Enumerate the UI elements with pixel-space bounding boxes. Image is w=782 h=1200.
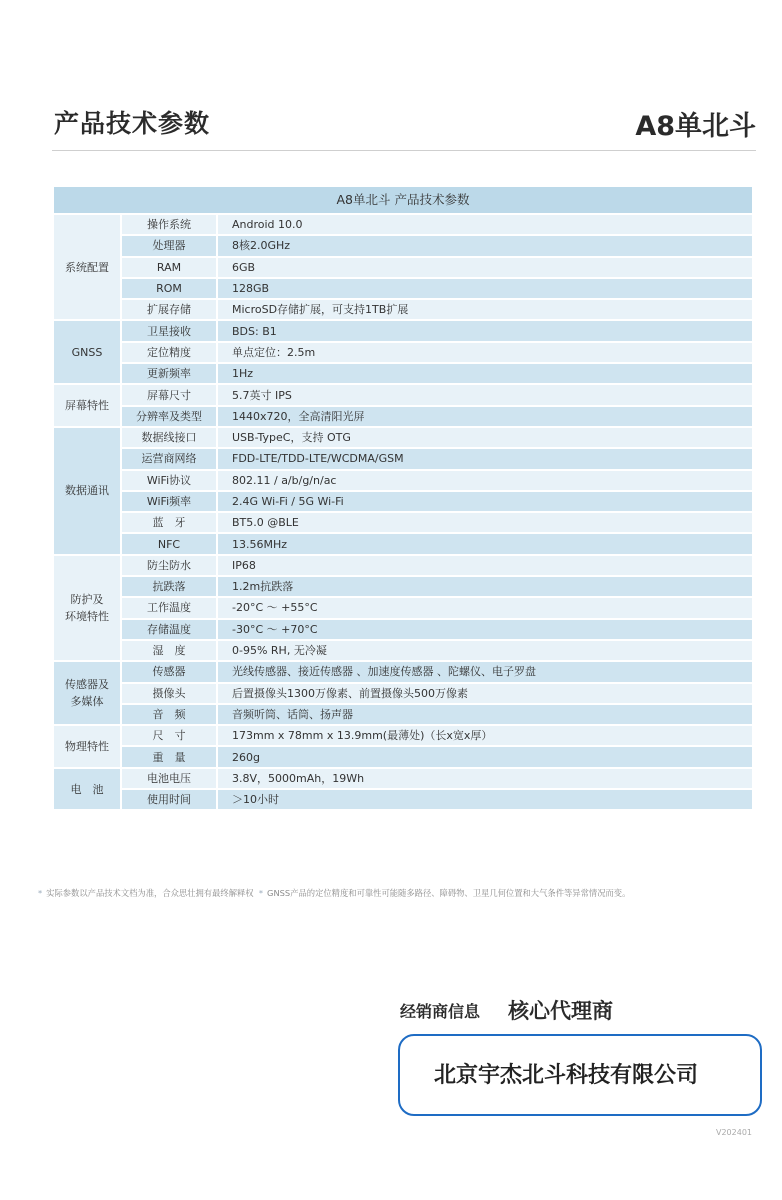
footnote xyxy=(38,887,778,899)
spec-label: 更新频率 xyxy=(121,363,217,384)
table-caption: A8单北斗 产品技术参数 xyxy=(53,186,753,214)
spec-label: 分辨率及类型 xyxy=(121,406,217,427)
spec-value: ＞10小时 xyxy=(217,789,753,810)
spec-label: 防尘防水 xyxy=(121,555,217,576)
spec-label: 传感器 xyxy=(121,661,217,682)
table-row xyxy=(53,342,753,363)
spec-label: 处理器 xyxy=(121,235,217,256)
table-row xyxy=(53,491,753,512)
dealer-title: 核心代理商 xyxy=(508,999,613,1023)
spec-value: 3.8V，5000mAh，19Wh xyxy=(217,768,753,789)
table-row xyxy=(53,576,753,597)
table-row xyxy=(53,384,753,405)
spec-label: 蓝 牙 xyxy=(121,512,217,533)
spec-label: 卫星接收 xyxy=(121,320,217,341)
spec-label: 湿 度 xyxy=(121,640,217,661)
spec-value: Android 10.0 xyxy=(217,214,753,235)
table-row xyxy=(53,555,753,576)
spec-table xyxy=(52,185,754,811)
table-row xyxy=(53,619,753,640)
table-row xyxy=(53,640,753,661)
spec-value: 173mm x 78mm x 13.9mm(最薄处)（长x宽x厚） xyxy=(217,725,753,746)
table-row xyxy=(53,320,753,341)
table-row xyxy=(53,661,753,682)
version-code: V202401 xyxy=(715,1128,752,1137)
spec-value: 8核2.0GHz xyxy=(217,235,753,256)
spec-label: 尺 寸 xyxy=(121,725,217,746)
spec-value: 1440x720，全高清阳光屏 xyxy=(217,406,753,427)
spec-label: 使用时间 xyxy=(121,789,217,810)
table-row xyxy=(53,257,753,278)
group-name: 防护及 环境特性 xyxy=(53,555,121,661)
spec-value: -30°C ～ +70°C xyxy=(217,619,753,640)
table-row xyxy=(53,683,753,704)
table-row xyxy=(53,725,753,746)
group-name: 传感器及 多媒体 xyxy=(53,661,121,725)
spec-label: 音 频 xyxy=(121,704,217,725)
dealer-label: 经销商信息 xyxy=(400,1002,481,1021)
table-row xyxy=(53,299,753,320)
spec-table-body xyxy=(53,214,753,810)
table-row xyxy=(53,512,753,533)
spec-label: 抗跌落 xyxy=(121,576,217,597)
table-row xyxy=(53,789,753,810)
spec-label: 运营商网络 xyxy=(121,448,217,469)
spec-label: 数据线接口 xyxy=(121,427,217,448)
spec-value: 13.56MHz xyxy=(217,533,753,554)
footnote-bullet: * xyxy=(38,888,43,898)
footnote-text-1: 实际参数以产品技术文档为准，合众思壮拥有最终解释权 xyxy=(46,888,254,898)
table-row xyxy=(53,533,753,554)
title-divider xyxy=(52,150,756,151)
spec-label: ROM xyxy=(121,278,217,299)
table-row xyxy=(53,214,753,235)
spec-value: 光线传感器、接近传感器 、加速度传感器 、陀螺仪、电子罗盘 xyxy=(217,661,753,682)
table-row xyxy=(53,235,753,256)
footnote-text-2: GNSS产品的定位精度和可靠性可能随多路径、障碍物、卫星几何位置和大气条件等异常情况而变。 xyxy=(267,888,631,898)
group-name: GNSS xyxy=(53,320,121,384)
page-title: 产品技术参数 xyxy=(54,109,211,138)
spec-value: 1.2m抗跌落 xyxy=(217,576,753,597)
spec-value: BT5.0 @BLE xyxy=(217,512,753,533)
footnote-bullet: * xyxy=(258,888,264,898)
spec-value: 128GB xyxy=(217,278,753,299)
spec-value: 802.11 / a/b/g/n/ac xyxy=(217,470,753,491)
group-name: 电 池 xyxy=(53,768,121,811)
spec-label: 扩展存储 xyxy=(121,299,217,320)
spec-value: 5.7英寸 IPS xyxy=(217,384,753,405)
spec-value: 2.4G Wi-Fi / 5G Wi-Fi xyxy=(217,491,753,512)
spec-label: 存储温度 xyxy=(121,619,217,640)
table-row xyxy=(53,448,753,469)
table-row xyxy=(53,704,753,725)
spec-value: IP68 xyxy=(217,555,753,576)
spec-value: USB-TypeC，支持 OTG xyxy=(217,427,753,448)
spec-label: NFC xyxy=(121,533,217,554)
spec-label: 重 量 xyxy=(121,746,217,767)
spec-label: 操作系统 xyxy=(121,214,217,235)
spec-label: WiFi频率 xyxy=(121,491,217,512)
group-name: 物理特性 xyxy=(53,725,121,768)
spec-value: 6GB xyxy=(217,257,753,278)
spec-value: 音频听筒、话筒、扬声器 xyxy=(217,704,753,725)
spec-label: 电池电压 xyxy=(121,768,217,789)
dealer-name: 北京宇杰北斗科技有限公司 xyxy=(434,1063,699,1088)
spec-value: BDS: B1 xyxy=(217,320,753,341)
spec-value: 260g xyxy=(217,746,753,767)
table-row xyxy=(53,278,753,299)
group-name: 屏幕特性 xyxy=(53,384,121,427)
table-row xyxy=(53,427,753,448)
table-row xyxy=(53,768,753,789)
spec-label: 工作温度 xyxy=(121,597,217,618)
spec-label: 摄像头 xyxy=(121,683,217,704)
spec-value: 1Hz xyxy=(217,363,753,384)
table-row xyxy=(53,597,753,618)
spec-value: 后置摄像头1300万像素、前置摄像头500万像素 xyxy=(217,683,753,704)
spec-label: 屏幕尺寸 xyxy=(121,384,217,405)
spec-label: WiFi协议 xyxy=(121,470,217,491)
dealer-box xyxy=(398,1034,762,1116)
spec-value: 0-95% RH, 无冷凝 xyxy=(217,640,753,661)
table-row xyxy=(53,470,753,491)
spec-label: RAM xyxy=(121,257,217,278)
group-name: 数据通讯 xyxy=(53,427,121,555)
spec-value: 单点定位：2.5m xyxy=(217,342,753,363)
table-row xyxy=(53,746,753,767)
model-title: A8单北斗 xyxy=(635,111,756,142)
group-name: 系统配置 xyxy=(53,214,121,320)
table-row xyxy=(53,406,753,427)
spec-value: MicroSD存储扩展，可支持1TB扩展 xyxy=(217,299,753,320)
spec-label: 定位精度 xyxy=(121,342,217,363)
spec-value: FDD-LTE/TDD-LTE/WCDMA/GSM xyxy=(217,448,753,469)
table-row xyxy=(53,363,753,384)
spec-value: -20°C ～ +55°C xyxy=(217,597,753,618)
